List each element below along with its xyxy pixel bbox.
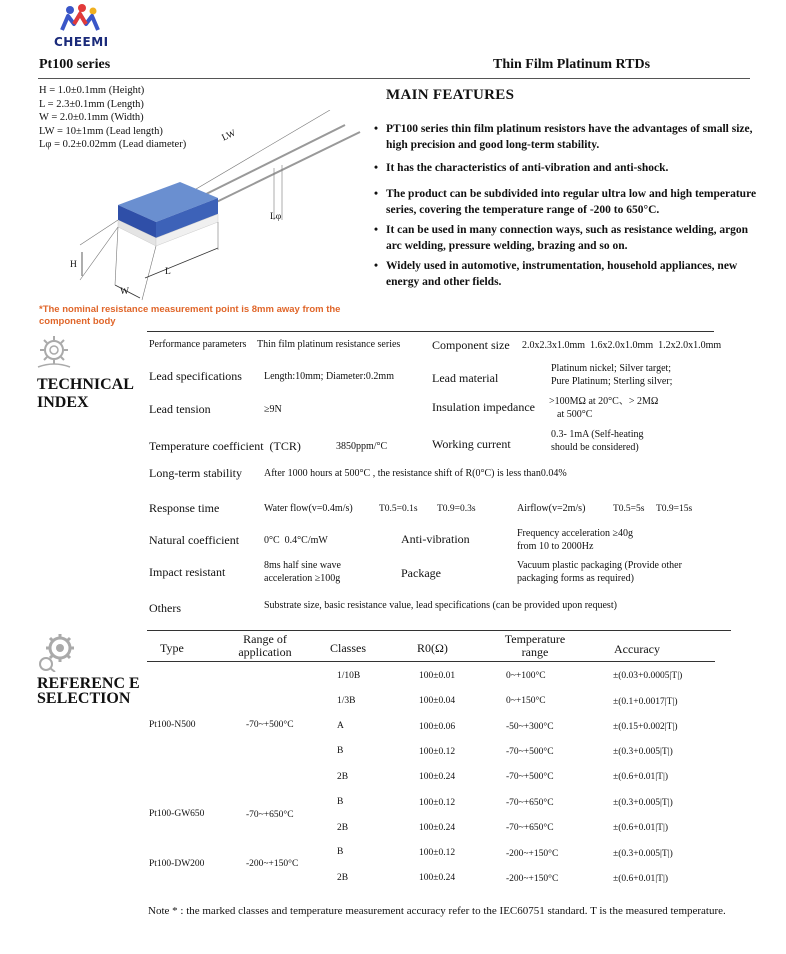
anti-vibration-line: from 10 to 2000Hz (517, 541, 594, 552)
perf-params-value: Thin film platinum resistance series (257, 339, 401, 350)
package-line: packaging forms as required) (517, 573, 634, 584)
lead-spec-label: Lead specifications (149, 369, 242, 383)
insulation-line: at 500°C (557, 409, 593, 420)
col-header-type: Type (160, 641, 184, 655)
range-header-line: Range of (243, 632, 287, 646)
lead-material-line: Platinum nickel; Silver target; (551, 363, 672, 374)
package-label: Package (401, 566, 441, 580)
lead-tension-value: ≥9N (264, 404, 282, 415)
technical-index-icon (34, 333, 74, 371)
response-air-t05: T0.5=5s (613, 504, 645, 514)
component-size-value: 2.0x2.3x1.0mm 1.6x2.0x1.0mm 1.2x2.0x1.0mm (522, 340, 722, 351)
feature-item: • Widely used in automotive, instrumentation, household appliances, new energy and other fields. (374, 260, 738, 288)
lead-material-line: Pure Platinum; Sterling silver; (551, 376, 673, 387)
diagram-label-lphi: Lφ (270, 212, 282, 222)
insulation-line: >100MΩ at 20°C、> 2MΩ (549, 396, 659, 407)
anti-vibration-label: Anti-vibration (401, 532, 470, 546)
natural-label: Natural coefficient (149, 533, 240, 547)
component-size-label: Component size (432, 338, 510, 352)
row-temp: -70~+500°C (506, 772, 554, 782)
dimension-item: L = 2.3±0.1mm (Length) (39, 98, 144, 110)
working-current-label: Working current (432, 437, 511, 451)
row-r0: 100±0.24 (419, 772, 456, 782)
diagram-label-h: H (70, 260, 77, 270)
anti-vibration-line: Frequency acceleration ≥40g (517, 528, 633, 539)
group-type: Pt100-DW200 (149, 859, 205, 869)
row-temp: -70~+500°C (506, 747, 554, 757)
temp-header-line: Temperature (504, 632, 566, 646)
reference-label-line: SELECTION (37, 690, 131, 707)
row-class: 1/3B (337, 696, 356, 706)
row-r0: 100±0.01 (419, 671, 456, 681)
package-value (517, 559, 682, 585)
ref-table-header-line (147, 661, 715, 662)
row-class: B (337, 847, 344, 857)
tcr-value: 3850ppm/°C (336, 441, 388, 452)
series-title: Pt100 series (39, 57, 111, 72)
row-temp: -200~+150°C (506, 874, 559, 884)
row-r0: 100±0.12 (419, 848, 456, 858)
row-temp: 0~+150°C (506, 696, 546, 706)
row-temp: 0~+100°C (506, 671, 546, 681)
product-title: Thin Film Platinum RTDs (493, 57, 651, 72)
dimension-item: W = 2.0±0.1mm (Width) (39, 112, 144, 123)
row-temp: -200~+150°C (506, 849, 559, 859)
row-accuracy: ±(0.3+0.005|T|) (613, 849, 673, 859)
row-accuracy: ±(0.03+0.0005|T|) (613, 671, 683, 681)
response-air: Airflow(v=2m/s) (517, 503, 586, 514)
reference-selection-icon (34, 632, 80, 672)
dimension-item: Lφ = 0.2±0.02mm (Lead diameter) (39, 139, 187, 150)
group-type: Pt100-N500 (149, 720, 196, 730)
main-features-title: MAIN FEATURES (386, 87, 515, 103)
group-range: -70~+650°C (246, 810, 294, 820)
row-r0: 100±0.04 (419, 696, 456, 706)
col-header-range (235, 633, 295, 659)
measurement-note: *The nominal resistance measurement point is 8mm away from the component body (39, 304, 341, 327)
diagram-label-l: L (165, 267, 171, 277)
diagram-label-lw: LW (220, 128, 238, 144)
row-temp: -50~+300°C (506, 722, 554, 732)
insulation-value (549, 395, 658, 421)
reference-note: Note * : the marked classes and temperature measurement accuracy refer to the IEC60751 standard. T is the measured temperature. (148, 905, 726, 917)
dimension-item: LW = 10±1mm (Lead length) (39, 125, 163, 137)
natural-value: 0°C 0.4°C/mW (264, 535, 328, 546)
lead-material-value (551, 362, 672, 388)
row-accuracy: ±(0.1+0.0017|T|) (613, 697, 678, 707)
technical-label-line: INDEX (37, 394, 89, 411)
response-water-t09: T0.9=0.3s (437, 504, 476, 514)
logo-figures-icon (50, 4, 110, 32)
others-label: Others (149, 601, 181, 615)
tcr-label: Temperature coefficient (TCR) (149, 439, 301, 453)
perf-params-label: Performance parameters (149, 339, 247, 350)
lead-material-label: Lead material (432, 371, 499, 385)
row-accuracy: ±(0.6+0.01|T|) (613, 874, 669, 884)
row-accuracy: ±(0.15+0.002|T|) (613, 722, 678, 732)
row-class: 2B (337, 823, 349, 833)
insulation-label: Insulation impedance (432, 400, 535, 414)
response-water-t05: T0.5=0.1s (379, 504, 418, 514)
others-value: Substrate size, basic resistance value, lead specifications (can be provided upon request) (264, 600, 617, 611)
feature-item: • PT100 series thin film platinum resistors have the advantages of small size, high precision and good long-term stability. (374, 123, 753, 151)
row-accuracy: ±(0.6+0.01|T|) (613, 823, 669, 833)
row-class: B (337, 746, 344, 756)
feature-item: • The product can be subdivided into regular ultra low and high temperature series, covering the temperature range of -200 to 650°C. (374, 188, 757, 216)
row-temp: -70~+650°C (506, 798, 554, 808)
lead-tension-label: Lead tension (149, 402, 211, 416)
range-header-line: application (238, 645, 292, 659)
impact-label: Impact resistant (149, 565, 226, 579)
technical-index-label (37, 376, 134, 412)
row-temp: -70~+650°C (506, 823, 554, 833)
temp-header-line: range (521, 645, 549, 659)
response-label: Response time (149, 501, 220, 515)
ref-table-top-line (147, 630, 731, 631)
working-current-value (551, 428, 643, 454)
row-class: 2B (337, 772, 349, 782)
working-current-line: 0.3- 1mA (Self-heating (551, 429, 644, 440)
row-r0: 100±0.24 (419, 873, 456, 883)
row-accuracy: ±(0.3+0.005|T|) (613, 747, 673, 757)
lead-spec-value: Length:10mm; Diameter:0.2mm (264, 371, 394, 382)
reference-label-line: REFERENC E (37, 675, 140, 692)
tech-table-top-line (147, 331, 714, 332)
diagram-label-w: W (120, 287, 129, 297)
reference-selection-label (37, 676, 140, 706)
header-divider (38, 78, 750, 79)
col-header-r0: R0(Ω) (417, 641, 448, 655)
row-r0: 100±0.12 (419, 747, 456, 757)
impact-line: acceleration ≥100g (264, 573, 341, 584)
feature-item: • It has the characteristics of anti-vibration and anti-shock. (374, 162, 669, 174)
anti-vibration-value (517, 527, 633, 553)
group-type: Pt100-GW650 (149, 809, 205, 819)
row-class: 1/10B (337, 671, 361, 681)
row-class: A (337, 721, 344, 731)
impact-value (264, 559, 341, 585)
row-r0: 100±0.06 (419, 722, 456, 732)
col-header-classes: Classes (330, 641, 366, 655)
technical-label-line: TECHNICAL (37, 376, 134, 393)
row-r0: 100±0.12 (419, 798, 456, 808)
col-header-temp (500, 633, 570, 659)
row-class: 2B (337, 873, 349, 883)
dimension-item: H = 1.0±0.1mm (Height) (39, 85, 145, 96)
response-water: Water flow(v=0.4m/s) (264, 503, 353, 514)
working-current-line: should be considered) (551, 442, 639, 453)
row-accuracy: ±(0.3+0.005|T|) (613, 798, 673, 808)
stability-label: Long-term stability (149, 466, 242, 480)
response-air-t09: T0.9=15s (656, 504, 693, 514)
feature-item: • It can be used in many connection ways, such as resistance welding, argon arc welding, pressure welding, brazing and so on. (374, 224, 749, 252)
row-accuracy: ±(0.6+0.01|T|) (613, 772, 669, 782)
package-line: Vacuum plastic packaging (Provide other (517, 560, 682, 571)
group-range: -70~+500°C (246, 720, 294, 730)
row-r0: 100±0.24 (419, 823, 456, 833)
group-range: -200~+150°C (246, 859, 299, 869)
component-diagram (60, 110, 380, 305)
impact-line: 8ms half sine wave (264, 560, 341, 571)
stability-value: After 1000 hours at 500°C , the resistance shift of R(0°C) is less than0.04% (264, 468, 567, 479)
company-logo (50, 4, 110, 49)
logo-text: CHEEMI (54, 35, 109, 49)
row-class: B (337, 797, 344, 807)
col-header-accuracy: Accuracy (614, 642, 660, 656)
